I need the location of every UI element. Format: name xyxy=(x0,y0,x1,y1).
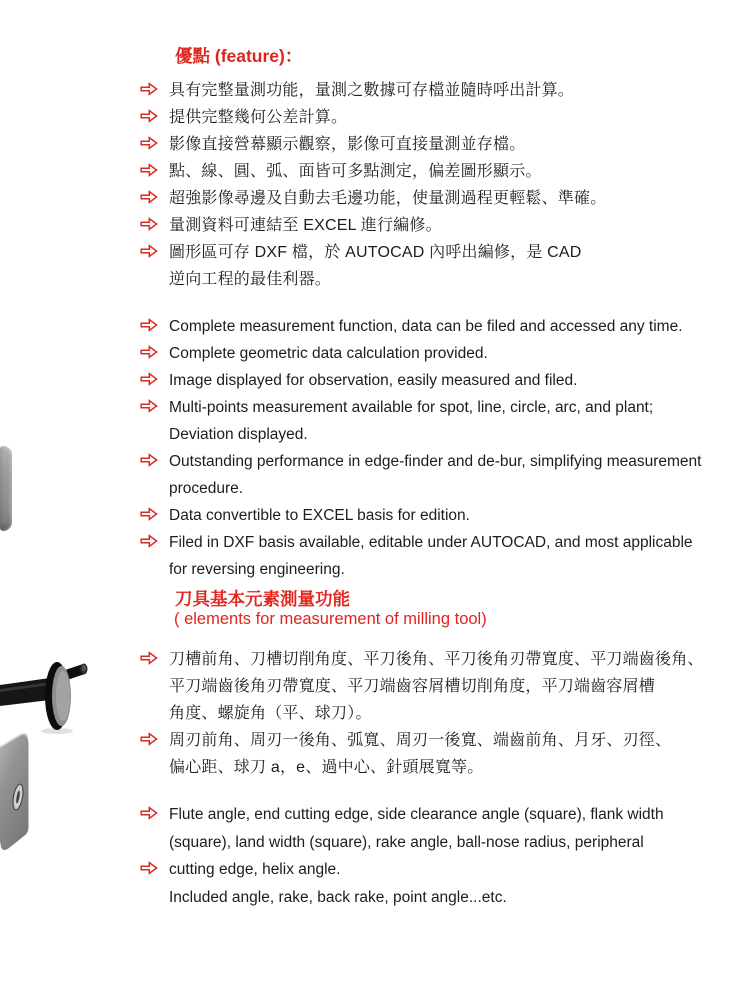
bullet-line: 偏心距、球刀 a，e、過中心、針頭展寬等。 xyxy=(169,759,484,776)
bullet-line: Image displayed for observation, easily measured and filed. xyxy=(169,372,578,389)
bullet-arrow-icon xyxy=(140,190,158,204)
bullet-item xyxy=(140,448,701,502)
bullet-arrow-icon xyxy=(140,861,158,875)
bullet-arrow-icon xyxy=(140,399,158,413)
bullet-item xyxy=(140,239,582,293)
bullet-item xyxy=(140,646,704,727)
bullet-line: 點、線、圓、弧、面皆可多點測定，偏差圖形顯示。 xyxy=(169,163,542,180)
bullet-item xyxy=(140,529,693,583)
section2-heading-cn: 刀具基本元素測量功能 xyxy=(175,589,350,609)
bullet-item xyxy=(140,727,671,781)
bullet-line: 角度、螺旋角（平、球刀）。 xyxy=(169,705,372,722)
bullet-line: 圖形區可存 DXF 檔，於 AUTOCAD 內呼出編修，是 CAD xyxy=(169,244,582,261)
bullet-line: 逆向工程的最佳利器。 xyxy=(169,271,332,288)
bullet-arrow-icon xyxy=(140,244,158,258)
bullet-line: procedure. xyxy=(169,480,244,497)
bullet-item xyxy=(140,185,606,212)
bullet-line: Deviation displayed. xyxy=(169,426,308,443)
bullet-arrow-icon xyxy=(140,109,158,123)
bullet-line: 量測資料可連結至 EXCEL 進行編修。 xyxy=(169,217,442,234)
bullet-item xyxy=(140,131,525,158)
bullet-line: (square), land width (square), rake angle, ball-nose radius, peripheral xyxy=(169,833,644,851)
bullet-item xyxy=(140,313,683,340)
bullet-line: 提供完整幾何公差計算。 xyxy=(169,109,348,126)
machine-base-photo xyxy=(0,733,34,857)
bullet-arrow-icon xyxy=(140,806,158,820)
bullet-item xyxy=(140,394,653,448)
bullet-line: Complete measurement function, data can be filed and accessed any time. xyxy=(169,318,683,335)
bullet-item xyxy=(140,104,347,131)
bullet-item xyxy=(140,77,574,104)
bullet-arrow-icon xyxy=(140,136,158,150)
bullet-line: 超強影像尋邊及自動去毛邊功能，使量測過程更輕鬆、準確。 xyxy=(169,190,607,207)
bullet-line: 刀槽前角、刀槽切削角度、平刀後角、平刀後角刃帶寬度、平刀端齒後角、 xyxy=(169,651,704,668)
bullet-arrow-icon xyxy=(140,372,158,386)
bullet-arrow-icon xyxy=(140,217,158,231)
bullet-arrow-icon xyxy=(140,534,158,548)
bullet-arrow-icon xyxy=(140,651,158,665)
bullet-line: Filed in DXF basis available, editable under AUTOCAD, and most applicable xyxy=(169,534,693,551)
bullet-arrow-icon xyxy=(140,732,158,746)
clamp-knob-photo xyxy=(0,659,90,735)
bullet-line: for reversing engineering. xyxy=(169,561,345,578)
bullet-item xyxy=(140,856,507,911)
section1-heading: 優點 (feature)： xyxy=(175,46,303,66)
bullet-arrow-icon xyxy=(140,453,158,467)
bullet-line: cutting edge, helix angle. xyxy=(169,861,341,878)
bullet-line: 周刃前角、周刃一後角、弧寬、周刃一後寬、端齒前角、月牙、刃徑、 xyxy=(169,732,672,749)
bullet-line: Flute angle, end cutting edge, side clearance angle (square), flank width xyxy=(169,806,664,823)
bullet-item xyxy=(140,801,664,856)
bullet-arrow-icon xyxy=(140,163,158,177)
bullet-line: 具有完整量測功能，量測之數據可存檔並隨時呼出計算。 xyxy=(169,82,575,99)
bullet-item xyxy=(140,158,542,185)
bullet-line: Included angle, rake, back rake, point angle...etc. xyxy=(169,888,507,906)
bullet-arrow-icon xyxy=(140,507,158,521)
bullet-arrow-icon xyxy=(140,82,158,96)
bullet-item xyxy=(140,212,442,239)
bullet-line: Data convertible to EXCEL basis for edition. xyxy=(169,507,470,524)
bullet-arrow-icon xyxy=(140,345,158,359)
bullet-arrow-icon xyxy=(140,318,158,332)
bullet-item xyxy=(140,502,470,529)
bullet-line: Complete geometric data calculation provided. xyxy=(169,345,488,362)
bullet-line: Outstanding performance in edge-finder and de-bur, simplifying measurement xyxy=(169,453,702,470)
cylindrical-pin-photo xyxy=(0,446,12,531)
bullet-line: Multi-points measurement available for spot, line, circle, arc, and plant; xyxy=(169,399,654,416)
bullet-line: 平刀端齒後角刃帶寬度、平刀端齒容屑槽切削角度，平刀端齒容屑槽 xyxy=(169,678,656,695)
section2-heading-en: ( elements for measurement of milling tool) xyxy=(174,610,487,628)
bullet-line: 影像直接營幕顯示觀察，影像可直接量測並存檔。 xyxy=(169,136,526,153)
bullet-item xyxy=(140,340,488,367)
bullet-item xyxy=(140,367,577,394)
